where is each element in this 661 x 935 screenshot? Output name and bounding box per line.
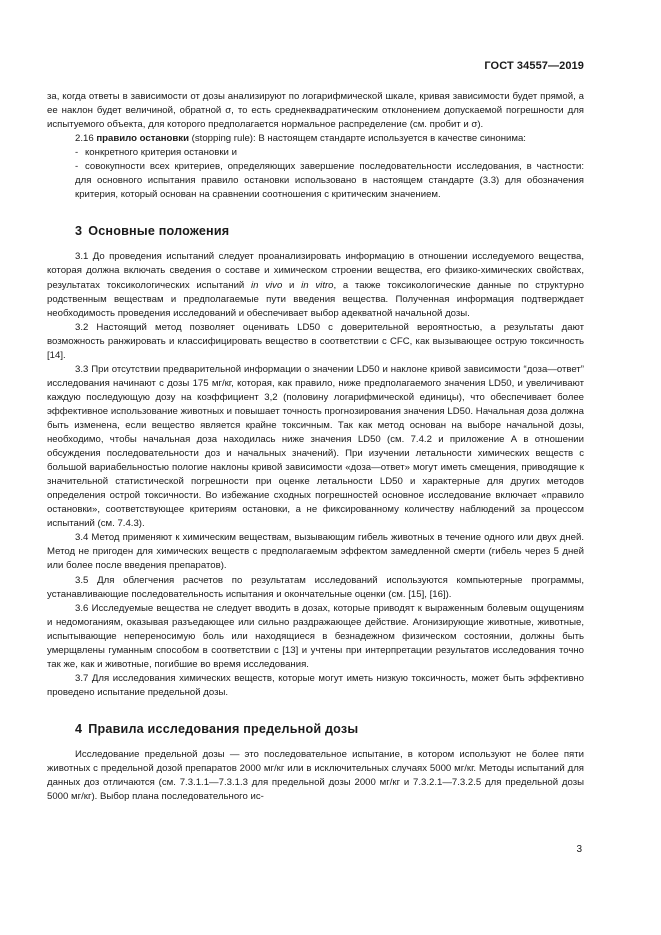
term-stopping-rule: правило остановки [96,133,189,145]
paragraph-3-7: 3.7 Для исследования химических веществ, которые могут иметь низкую токсичность, может быть эффективно проведено испытание предельной дозы. [47,672,584,698]
paragraph-4: Исследование предельной дозы — это последовательное испытание, в котором используют не более пяти животных с предельной дозой препаратов 2000 мг/кг или в исключительных случаях 5000 мг/кг. Методы испытаний для данных доз отличаются (см. 7.3.1.1—7.3.1.3 для предельной дозы 2000 мг/кг и 7.3.2.1—7.3.2.5 для предельной дозы 5000 мг/кг). Выбор плана последовательного ис- [47,748,584,803]
paragraph-2-16 [47,132,584,146]
paragraph-3-4: 3.4 Метод применяют к химическим веществам, вызывающим гибель животных в течение одного или двух дней. Метод не пригоден для химических веществ с предполагаемым эффектом замедленной смерти (гибель через 5 дней или более после введения препаратов). [47,532,584,572]
paragraph-3-2: 3.2 Настоящий метод позволяет оценивать LD50 с доверительной вероятностью, а результаты дают возможность ранжировать и классифицировать вещество в соответствии с CFC, как вызывающее острую токсичность [14]. [47,321,584,361]
paragraph-3-6: 3.6 Исследуемые вещества не следует вводить в дозах, которые приводят к выраженным болевым ощущениям и недомоганиям, оказывая разъедающее или сильно раздражающее действие. Агонизирующие животные, животные, испытывающие непереносимую боль или находящиеся в безнадежном физическом состоянии, должны быть умерщвлены гуманным способом в соответствии с [13] и учтены при интерпретации результатов исследования точно так же, как и животные, погибшие во время исследования. [47,602,584,670]
paragraph-3-5: 3.5 Для облегчения расчетов по результатам исследований используются компьютерные программы, устанавливающие последовательность испытания и окончательные оценки (см. [15], [16]). [47,574,584,600]
list-item-dash-2: - совокупности всех критериев, определяющих завершение последовательности исследования, в частности: для основного испытания правило остановки использовано в настоящем стандарте (3.3) для обозначения критерия, который основан на сравнении соотношения с критическим значением. [75,161,584,201]
document-header: ГОСТ 34557—2019 [484,60,584,72]
dash-bullet: - [75,161,79,173]
paragraph-3-1: 3.1 До проведения испытаний следует проанализировать информацию в отношении исследуемого вещества, которая должна включать сведения о составе и химическом строении вещества, его физико-химических свойствах, результатах токсикологических испытаний in vivo и in vitro, а также токсикологические данные по структурно родственным веществам и предполагаемые пути введения вещества. Полученная информация подтверждает необходимость проведения исследований и обеспечивает выбор адекватной начальной дозы. [47,251,584,319]
section-3-heading: 3 Основные положения [75,224,230,239]
paragraph-3-3: 3.3 При отсутствии предварительной информации о значении LD50 и наклоне кривой зависимости “доза—ответ” исследования начинают с дозы 175 мг/кг, которая, как правило, ниже предполагаемого значения LD50, и увеличивают каждую последующую дозу на коэффициент 3,2 (половину логарифмической единицы), что обеспечивает более эффективное использование животных и повышает точность прогнозирования значения LD50. Начальная доза должна быть изменена, если вещество является крайне токсичным. Так как метод основан на выборе начальной дозы, необходимо, чтобы начальная доза находилась ниже значения LD50 (см. 7.4.2 и приложение А в отношении обсуждения последовательности доз и начальных значений). При изучении летальности химических веществ с большой вариабельностью пологие наклоны кривой зависимости «доза—ответ» могут иметь смещения, приводящие к значительной статистической погрешности при оценке летальности LD50 и характерные для других методов определения острой токсичности. Во избежание сходных погрешностей основное исследование включает «правило остановки», соответствующее критериям остановки, а не фиксированному количеству наблюдений за процессом испытаний (см. 7.4.3). [47,363,584,530]
paragraph-continuation: за, когда ответы в зависимости от дозы анализируют по логарифмической шкале, кривая зависимости будет прямой, а ее наклон будет величиной, обратной σ, то есть среднеквадратическим отклонением допускаемой погрешности для испытуемого объекта, для которого предполагается нормальное распределение (см. пробит и σ). [47,91,584,131]
document-body [47,90,584,804]
term-definition: (stopping rule): В настоящем стандарте используется в качестве синонима: [189,133,526,145]
list-item-dash-1: - конкретного критерия остановки и [47,146,584,160]
dash-bullet: - [75,147,79,159]
section-4-heading: 4 Правила исследования предельной дозы [75,721,359,736]
page-number: 3 [576,844,582,855]
clause-number: 2.16 [75,133,94,145]
